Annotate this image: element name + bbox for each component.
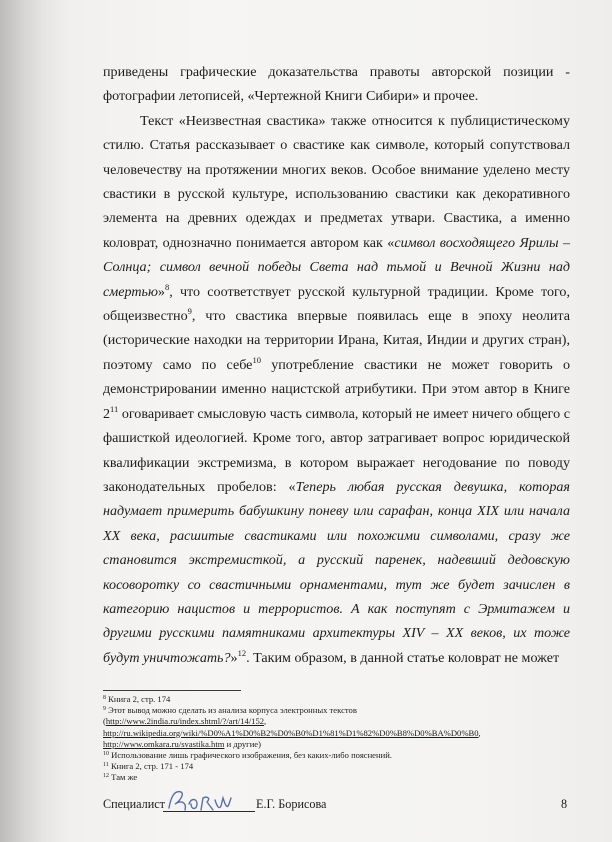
footnote-text: Этот вывод можно сделать из анализа корпуса электронных текстов xyxy=(108,705,357,716)
footnote-number: 11 xyxy=(103,762,109,769)
document-body xyxy=(103,60,570,670)
footnote-ref-11: 11 xyxy=(110,403,119,414)
paragraph-2-text-h: . Таким образом, в данной статье коловрат не может xyxy=(246,649,560,666)
footnote-9-link-2-line: http://ru.wikipedia.org/wiki/%D0%A1%D0%B2%D0%B0%D1%81%D1%82%D0%B8%D0%BA%D0%B0, xyxy=(103,727,481,738)
link-wikipedia-svastika[interactable]: http://ru.wikipedia.org/wiki/%D0%A1%D0%B2%D0%B0%D1%81%D1%82%D0%B8%D0%BA%D0%B0 xyxy=(103,727,479,738)
footnote-text: Книга 2, стр. 171 - 174 xyxy=(110,761,194,772)
paragraph-1: приведены графические доказательства правоты авторской позиции - фотографии летописей, «Чертежной Книги Сибири» и прочее. xyxy=(103,64,570,105)
paragraph-2-text-e: употребление свастики не может говорить о демонстрировании именно нацистской атрибутики. При этом автор в Книге 2 xyxy=(103,356,570,422)
quote-swastika-symbol: символ восходящего Ярилы – Солнца; символ вечной победы Света над тьмой и Вечной Жизни над смертью xyxy=(103,234,570,300)
paragraph-2-text-d: , что свастика впервые появилась еще в эпоху неолита (исторические находки на территории Ирана, Китая, Индии и других стран), поэтому само по себе xyxy=(103,308,570,373)
footnote-ref-9: 9 xyxy=(187,306,192,317)
link-omkara[interactable]: http://www.omkara.ru/svastika.htm xyxy=(103,738,225,749)
footnote-9 xyxy=(103,705,573,716)
footnote-separator xyxy=(103,690,241,691)
paragraph-2-text-b: » xyxy=(157,283,165,300)
footnote-ref-12: 12 xyxy=(237,647,247,658)
paragraph-2-text-f: оговаривает смысловую часть символа, который не имеет ничего общего с фашисткой идеологией. Кроме того, автор затрагивает вопрос юридической квалификации экстремизма, в котором выражает негодование по поводу законодательных пробелов: « xyxy=(103,405,570,495)
footnote-8 xyxy=(103,694,573,705)
footnote-9-link-1-line: (http://www.2india.ru/index.shtml/?/art/14/152, xyxy=(103,716,267,727)
signature-label: Специалист xyxy=(103,797,165,811)
footnote-text: Там же xyxy=(111,772,138,783)
page-spine-shadow xyxy=(0,0,42,842)
link-2india[interactable]: http://www.2india.ru/index.shtml/?/art/14/152 xyxy=(105,716,265,727)
paragraph-2 xyxy=(103,109,570,670)
footnote-text: Использование лишь графического изображения, без каких-либо пояснений. xyxy=(111,750,392,761)
footnote-number: 8 xyxy=(103,695,106,701)
paragraph-2-text-g: » xyxy=(230,649,238,666)
quote-legislation-gaps: Теперь любая русская девушка, которая надумает примерить бабушкину поневу или сарафан, конца XIX или начала XX века, расшитые свастиками или похожими символами, сразу же становится экстремисткой, а русский паренек, надевший дедовскую косоворотку со свастичными орнаментами, тут же будет зачислен в категорию нацистов и террористов. А как поступят с Эрмитажем и другими русскими памятниками архитектуры XIV – XX веков, их тоже будут уничтожать? xyxy=(103,478,570,666)
footnote-number: 9 xyxy=(103,706,106,713)
page-number: 8 xyxy=(561,797,568,811)
footnote-ref-8: 8 xyxy=(164,281,170,292)
footnote-11 xyxy=(103,761,573,772)
footnote-10 xyxy=(103,750,573,761)
paragraph-2-text-c: , что соответствует русской культурной традиции. Кроме того, общеизвестно xyxy=(103,283,570,325)
paragraph-2-text-a: Текст «Неизвестная свастика» также относится к публицистическому стилю. Статья рассказывает о свастике как символе, который сопутствовал человечеству на протяжении многих веков. Особое внимание уделено месту свастики в русской культуре, использованию свастики как декоративного элемента на древних одеждах и предметах утвари. Свастика, а именно коловрат, однозначно понимается автором как « xyxy=(103,112,570,251)
footnotes xyxy=(103,694,573,784)
signatory-name: Е.Г. Борисова xyxy=(256,797,327,811)
footnote-number: 10 xyxy=(103,751,109,758)
footnote-12 xyxy=(103,772,573,783)
footnote-9-link-3-line: http://www.omkara.ru/svastika.htm и другие) xyxy=(103,738,261,749)
footnote-ref-10: 10 xyxy=(252,354,261,365)
handwritten-signature xyxy=(161,786,241,816)
footnote-text: Книга 2, стр. 174 xyxy=(108,694,171,704)
footnote-number: 12 xyxy=(103,773,109,780)
